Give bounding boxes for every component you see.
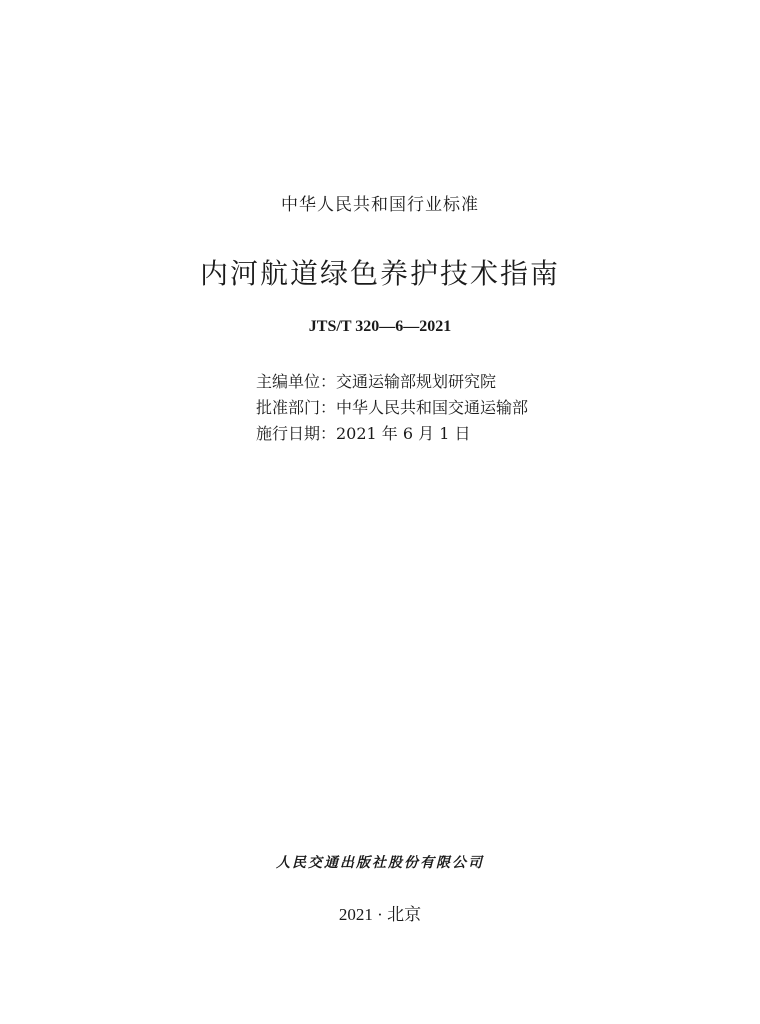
publication-year-place: 2021 · 北京 xyxy=(338,905,422,924)
effective-date: 施行日期：2021 年 6 月 1 日 xyxy=(256,424,471,443)
document-title: 内河航道绿色养护技术指南 xyxy=(199,257,560,290)
approval-department: 批准部门：中华人民共和国交通运输部 xyxy=(256,398,529,417)
standard-category: 中华人民共和国行业标准 xyxy=(281,195,479,215)
publisher-name: 人民交通出版社股份有限公司 xyxy=(276,855,484,871)
metadata-block xyxy=(256,369,528,447)
editor-unit: 主编单位：交通运输部规划研究院 xyxy=(256,372,497,391)
standard-code: JTS/T 320—6—2021 xyxy=(308,318,452,335)
